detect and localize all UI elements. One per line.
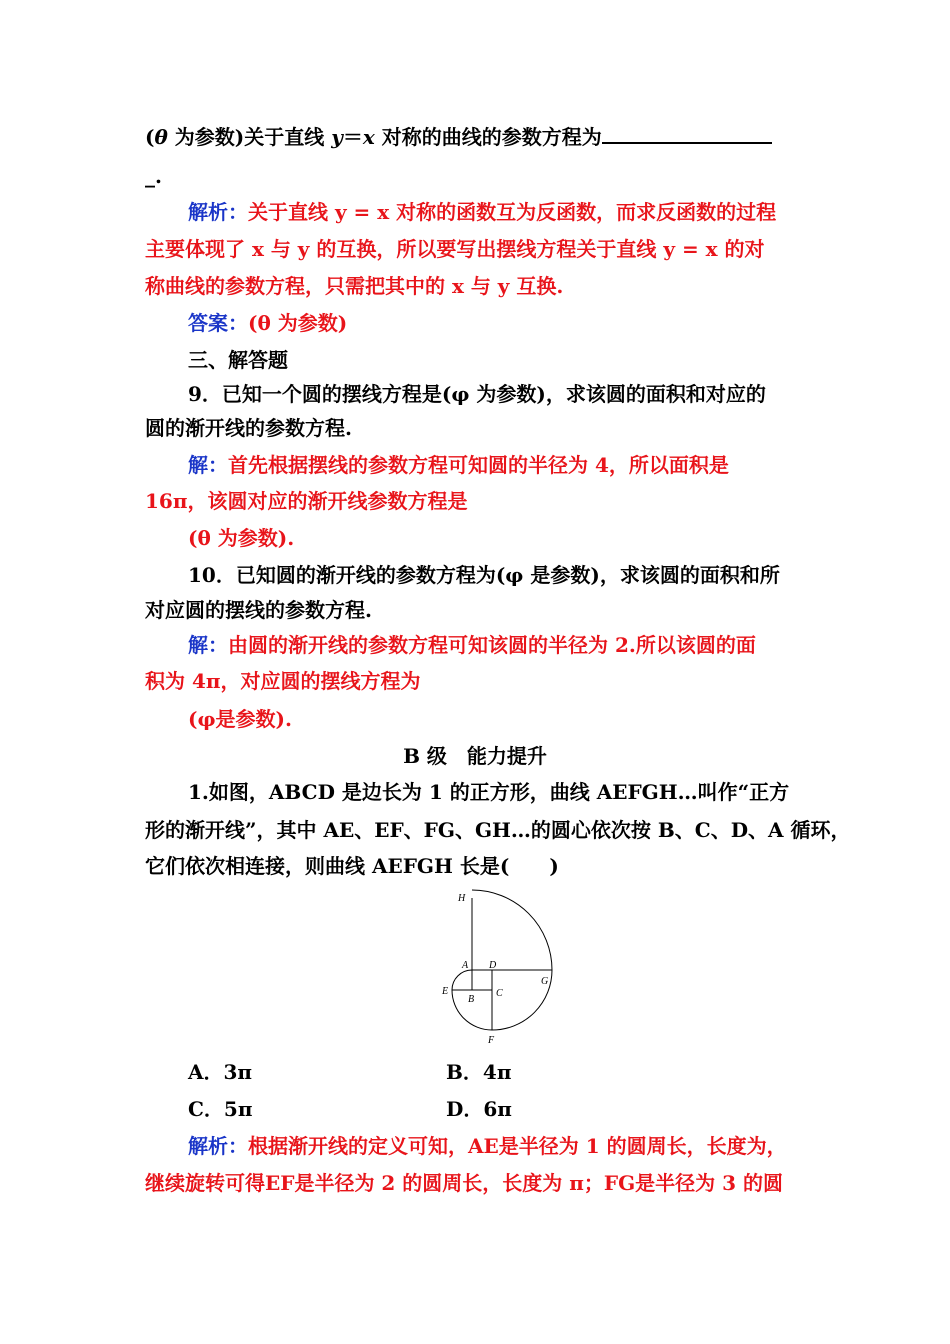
q9-line-1: 9．已知一个圆的摆线方程是(φ 为参数)，求该圆的面积和对应的 — [188, 382, 766, 406]
q10-solution-line-2: 积为 4π，对应圆的摆线方程为 — [145, 669, 421, 693]
solution-label: 解析： — [188, 1134, 248, 1158]
option-b: B．4π — [446, 1060, 512, 1084]
label-b: B — [468, 994, 475, 1005]
option-a: A．3π — [188, 1060, 253, 1084]
q8-blank-tail: _. — [145, 164, 162, 188]
q10-solution-line-3: (φ是参数). — [188, 707, 292, 731]
qb1-solution-line-2: 继续旋转可得EF是半径为 2 的圆周长，长度为 π；FG是半径为 3 的圆 — [145, 1171, 784, 1195]
answer-blank — [602, 124, 772, 144]
arc-gh — [472, 890, 552, 970]
q8-answer-line: 答案：(θ 为参数) — [188, 311, 348, 335]
q9-line-2: 圆的渐开线的参数方程. — [145, 416, 352, 440]
square-abcd — [472, 970, 492, 990]
q10-solution-line-1: 解：由圆的渐开线的参数方程可知该圆的半径为 2.所以该圆的面 — [188, 633, 756, 657]
section-heading: 三、解答题 — [188, 348, 288, 372]
label-f: F — [488, 1035, 495, 1046]
level-b-heading: B 级 能力提升 — [403, 744, 547, 768]
arc-ae — [452, 970, 472, 990]
solution-label: 解析： — [188, 200, 248, 224]
q8-stem-line: (θ 为参数)关于直线 y＝x 对称的曲线的参数方程为 — [145, 124, 772, 150]
qb1-line-1: 1.如图，ABCD 是边长为 1 的正方形，曲线 AEFGH…叫作“正方 — [188, 780, 790, 804]
q10-line-2: 对应圆的摆线的参数方程. — [145, 598, 372, 622]
q8-solution-line-2: 主要体现了 x 与 y 的互换，所以要写出摆线方程关于直线 y = x 的对 — [145, 237, 765, 261]
q10-line-1: 10．已知圆的渐开线的参数方程为(φ 是参数)，求该圆的面积和所 — [188, 563, 780, 587]
q9-solution-line-2: 16π，该圆对应的渐开线参数方程是 — [145, 489, 468, 513]
involute-figure — [430, 888, 570, 1048]
q8-solution-line-1: 解析：关于直线 y = x 对称的函数互为反函数，而求反函数的过程 — [188, 200, 777, 224]
label-h: H — [458, 893, 466, 904]
label-c: C — [496, 988, 503, 999]
q8-solution-line-3: 称曲线的参数方程，只需把其中的 x 与 y 互换. — [145, 274, 564, 298]
answer-label: 答案： — [188, 311, 248, 335]
solution-label: 解： — [188, 633, 228, 657]
label-d: D — [489, 960, 497, 971]
qb1-line-2: 形的渐开线”，其中 AE、EF、FG、GH…的圆心依次按 B、C、D、A 循环， — [145, 818, 851, 842]
label-a: A — [462, 960, 469, 971]
option-d: D．6π — [446, 1097, 512, 1121]
label-e: E — [442, 986, 449, 997]
qb1-line-3: 它们依次相连接，则曲线 AEFGH 长是( ) — [145, 854, 559, 878]
q9-solution-line-3: (θ 为参数). — [188, 526, 295, 550]
qb1-solution-line-1: 解析：根据渐开线的定义可知，AE是半径为 1 的圆周长，长度为， — [188, 1134, 787, 1158]
option-c: C．5π — [188, 1097, 253, 1121]
q9-solution-line-1: 解：首先根据摆线的参数方程可知圆的半径为 4，所以面积是 — [188, 453, 729, 477]
label-g: G — [541, 976, 549, 987]
solution-label: 解： — [188, 453, 228, 477]
